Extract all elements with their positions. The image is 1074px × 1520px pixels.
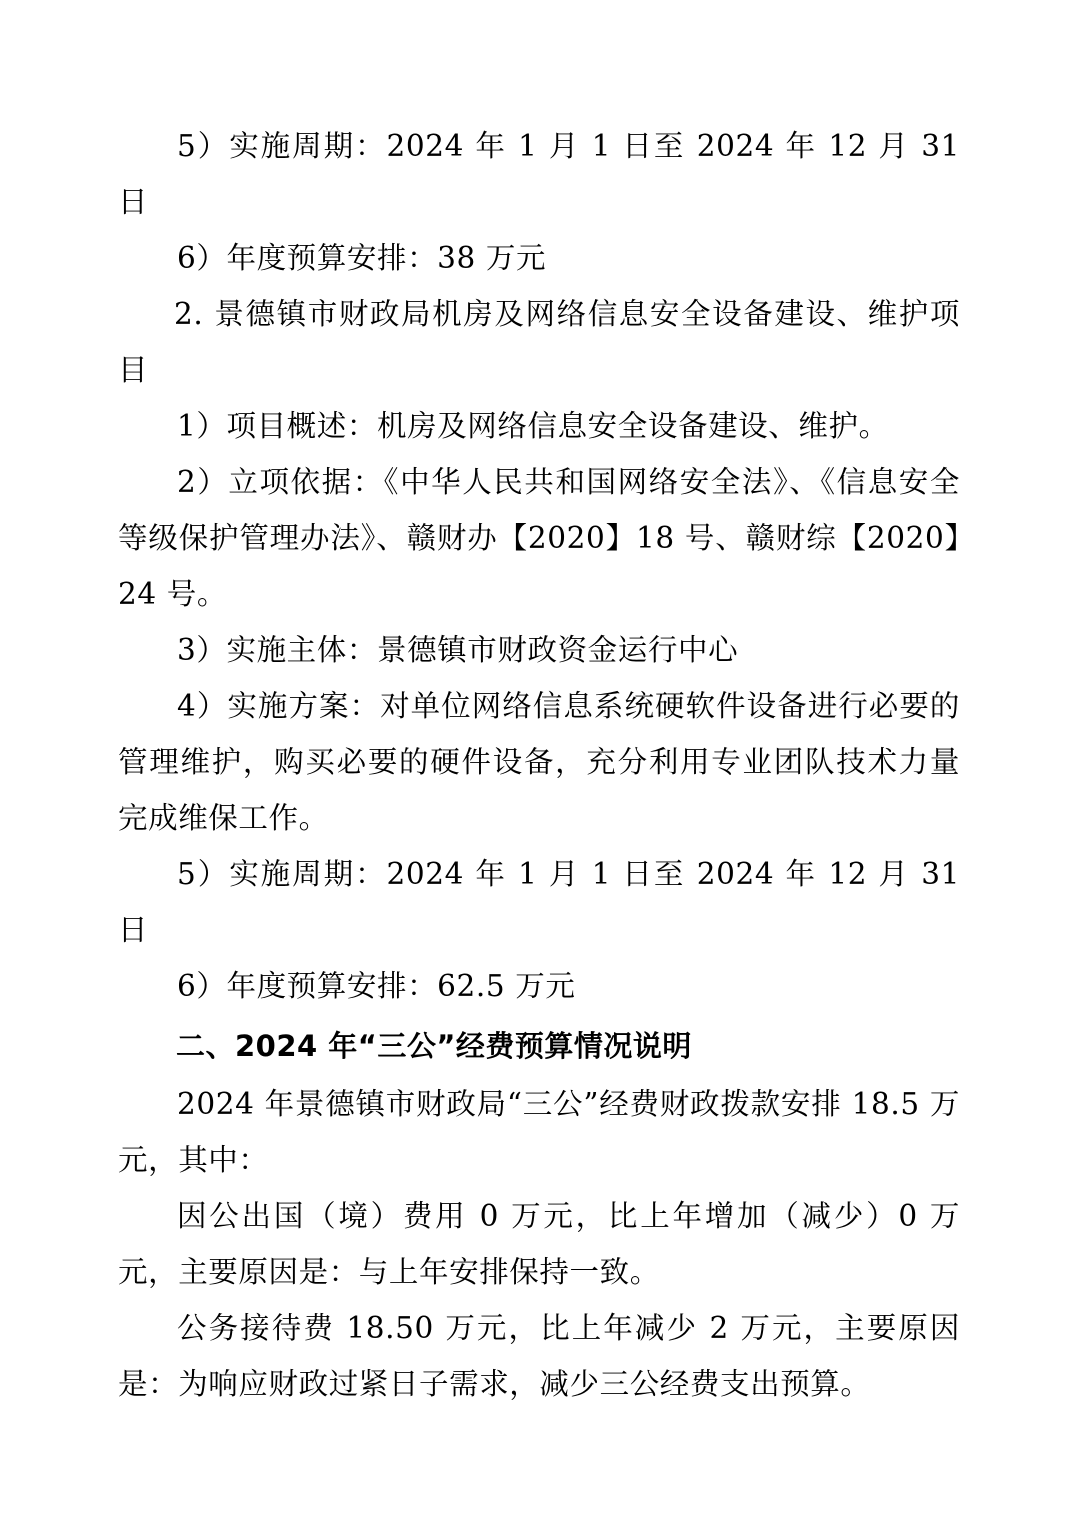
paragraph-official-reception-expenses: 公务接待费 18.50 万元，比上年减少 2 万元，主要原因是：为响应财政过紧日子需求，减少三公经费支出预算。 <box>118 1311 960 1401</box>
paragraph-project-title-2: 2. 景德镇市财政局机房及网络信息安全设备建设、维护项目 <box>118 297 960 387</box>
paragraph-implementation-plan: 4）实施方案：对单位网络信息系统硬软件设备进行必要的管理维护，购买必要的硬件设备，充分利用专业团队技术力量完成维保工作。 <box>118 689 960 835</box>
section-heading-three-public-expenses: 二、2024 年“三公”经费预算情况说明 <box>176 1029 692 1063</box>
paragraph-overseas-travel-expenses: 因公出国（境）费用 0 万元，比上年增加（减少）0 万元，主要原因是：与上年安排保持一致。 <box>118 1199 960 1289</box>
document-body <box>118 118 960 1412</box>
paragraph-implementation-period-1: 5）实施周期：2024 年 1 月 1 日至 2024 年 12 月 31 日 <box>118 129 960 219</box>
paragraph-annual-budget-1: 6）年度预算安排：38 万元 <box>177 241 547 275</box>
paragraph-total-three-public-expenses: 2024 年景德镇市财政局“三公”经费财政拨款安排 18.5 万元，其中： <box>118 1087 960 1177</box>
paragraph-annual-budget-2: 6）年度预算安排：62.5 万元 <box>177 969 576 1003</box>
paragraph-project-basis: 2）立项依据：《中华人民共和国网络安全法》、《信息安全等级保护管理办法》、赣财办【2020】18 号、赣财综【2020】24 号。 <box>118 465 960 611</box>
paragraph-implementing-entity: 3）实施主体：景德镇市财政资金运行中心 <box>177 633 739 667</box>
paragraph-implementation-period-2: 5）实施周期：2024 年 1 月 1 日至 2024 年 12 月 31 日 <box>118 857 960 947</box>
paragraph-project-overview: 1）项目概述：机房及网络信息安全设备建设、维护。 <box>177 409 889 443</box>
